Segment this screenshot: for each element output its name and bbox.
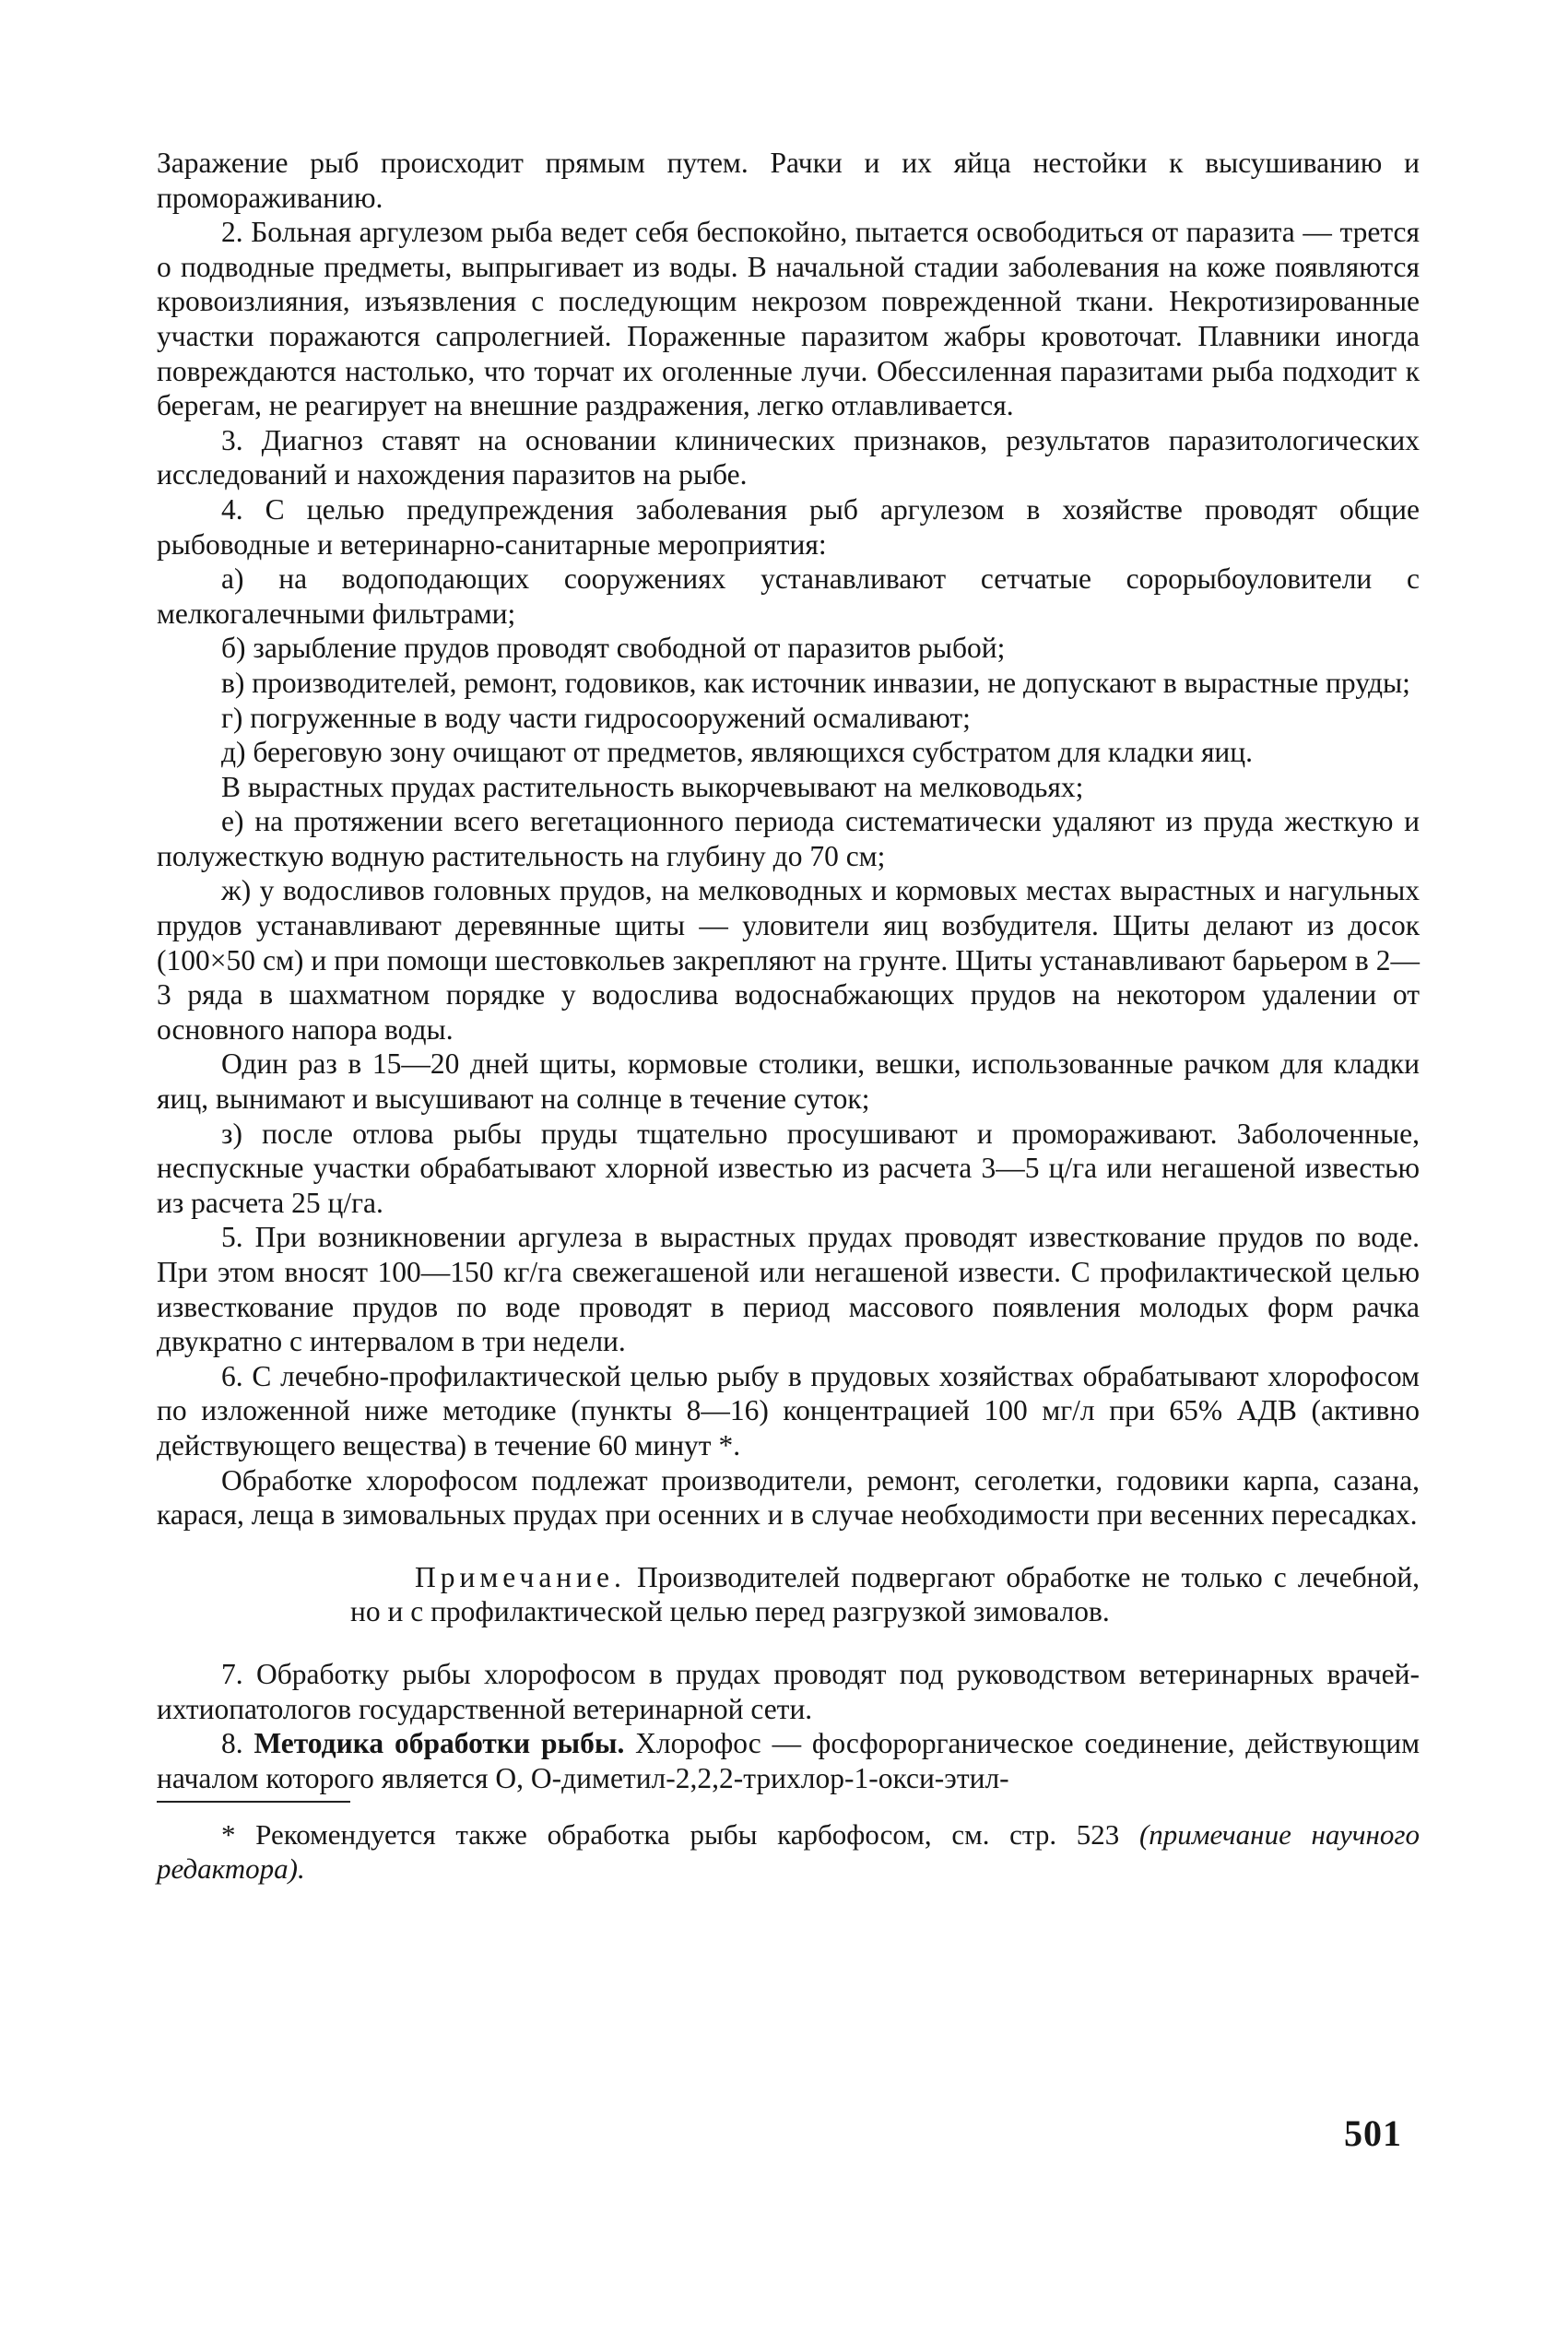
note-block	[350, 1560, 1420, 1629]
list-item-b: б) зарыбление прудов проводят свободной от паразитов рыбой;	[221, 632, 1006, 665]
paragraph-shields: Один раз в 15—20 дней щиты, кормовые столики, вешки, использованные рачком для кладки яиц, вынимают и высушивают на солнце в течение суток;	[157, 1047, 1420, 1116]
paragraph-5-liming: 5. При возникновении аргулеза в вырастных прудах проводят известкование прудов по воде. При этом вносят 100—150 кг/га свежегашеной или негашеной извести. С профилактической целью известкование прудов по воде проводят в период массового появления молодых форм рачка двукратно с интервалом в три недели.	[157, 1221, 1420, 1358]
paragraph-7-supervision: 7. Обработку рыбы хлорофосом в прудах проводят под руководством ветеринарных врачей-ихтиопатологов государственной ветеринарной сети.	[157, 1657, 1420, 1725]
paragraph-vegetation: В вырастных прудах растительность выкорчевывают на мелководьях;	[221, 770, 1084, 803]
list-item-z: з) после отлова рыбы пруды тщательно просушивают и промораживают. Заболоченные, неспускные участки обрабатывают хлорной известью из расчета 3—5 ц/га или негашеной известью из расчета 25 ц/га.	[157, 1117, 1420, 1219]
footnote-text: * Рекомендуется также обработка рыбы карбофосом, см. стр. 523	[221, 1818, 1139, 1852]
method-number: 8.	[221, 1727, 254, 1760]
paragraph-4-prevention: 4. С целью предупреждения заболевания рыб аргулезом в хозяйстве проводят общие рыбоводные и ветеринарно-санитарные мероприятия:	[157, 492, 1420, 561]
list-item-d: д) береговую зону очищают от предметов, являющихся субстратом для кладки яиц.	[221, 736, 1254, 769]
document-page	[157, 146, 1420, 1886]
list-item-v: в) производителей, ремонт, годовиков, как источник инвазии, не допускают в вырастные пруды;	[221, 666, 1410, 699]
paragraph-3-diagnosis: 3. Диагноз ставят на основании клинических признаков, результатов паразитологических исследований и нахождения паразитов на рыбе.	[157, 423, 1420, 491]
method-text: Хлорофос — фосфорорганическое соединение, действующим началом которого является О, О-диметил-2,2,2-трихлор-1-окси-этил-	[157, 1727, 1421, 1794]
note-text: Производителей подвергают обработке не только с лечебной, но и с профилактической целью перед разгрузкой зимовалов.	[350, 1560, 1420, 1628]
list-item-g: г) погруженные в воду части гидросооружений осмаливают;	[221, 701, 971, 734]
page-number: 501	[1344, 2112, 1402, 2154]
method-heading: Методика обработки рыбы.	[253, 1727, 625, 1760]
paragraph-intro: Заражение рыб происходит прямым путем. Рачки и их яйца нестойки к высушиванию и промораживанию.	[157, 147, 1420, 214]
list-item-e: е) на протяжении всего вегетационного периода систематически удаляют из пруда жесткую и полужесткую водную растительность на глубину до 70 см;	[157, 805, 1420, 872]
paragraph-treatment-subjects: Обработке хлорофосом подлежат производители, ремонт, сеголетки, годовики карпа, сазана, карася, леща в зимовальных прудах при осенних и в случае необходимости при весенних пересадках.	[157, 1463, 1420, 1532]
list-item-zh: ж) у водосливов головных прудов, на мелководных и кормовых местах вырастных и нагульных прудов устанавливают деревянные щиты — уловители яиц возбудителя. Щиты делают из досок (100×50 см) и при помощи шестовкольев закрепляют на грунте. Щиты устанавливают барьером в 2—3 ряда в шахматном порядке у водослива водоснабжающих прудов на некотором удалении от основного напора воды.	[157, 874, 1420, 1046]
note-label: Примечание.	[415, 1560, 626, 1593]
list-item-a: а) на водоподающих сооружениях устанавливают сетчатые сорорыбоуловители с мелкогалечными фильтрами;	[157, 562, 1420, 630]
paragraph-2-symptoms: 2. Больная аргулезом рыба ведет себя беспокойно, пытается освободиться от паразита — трется о подводные предметы, выпрыгивает из воды. В начальной стадии заболевания на коже появляются кровоизлияния, изъязвления с последующим некрозом поврежденной ткани. Некротизированные участки поражаются сапролегнией. Пораженные паразитом жабры кровоточат. Плавники иногда повреждаются настолько, что торчат их оголенные лучи. Обессиленная паразитами рыба подходит к берегам, не реагирует на внешние раздражения, легко отлавливается.	[157, 216, 1420, 422]
footnote-divider	[157, 1801, 350, 1803]
paragraph-6-chlorophos: 6. С лечебно-профилактической целью рыбу в прудовых хозяйствах обрабатывают хлорофосом по изложенной ниже методике (пункты 8—16) концентрацией 100 мг/л при 65% АДВ (активно действующего вещества) в течение 60 минут *.	[157, 1359, 1420, 1461]
footnote-italic: (примечание научного редактора).	[157, 1818, 1420, 1886]
paragraph-8-method	[157, 1726, 1420, 1795]
footnote	[157, 1817, 1420, 1886]
